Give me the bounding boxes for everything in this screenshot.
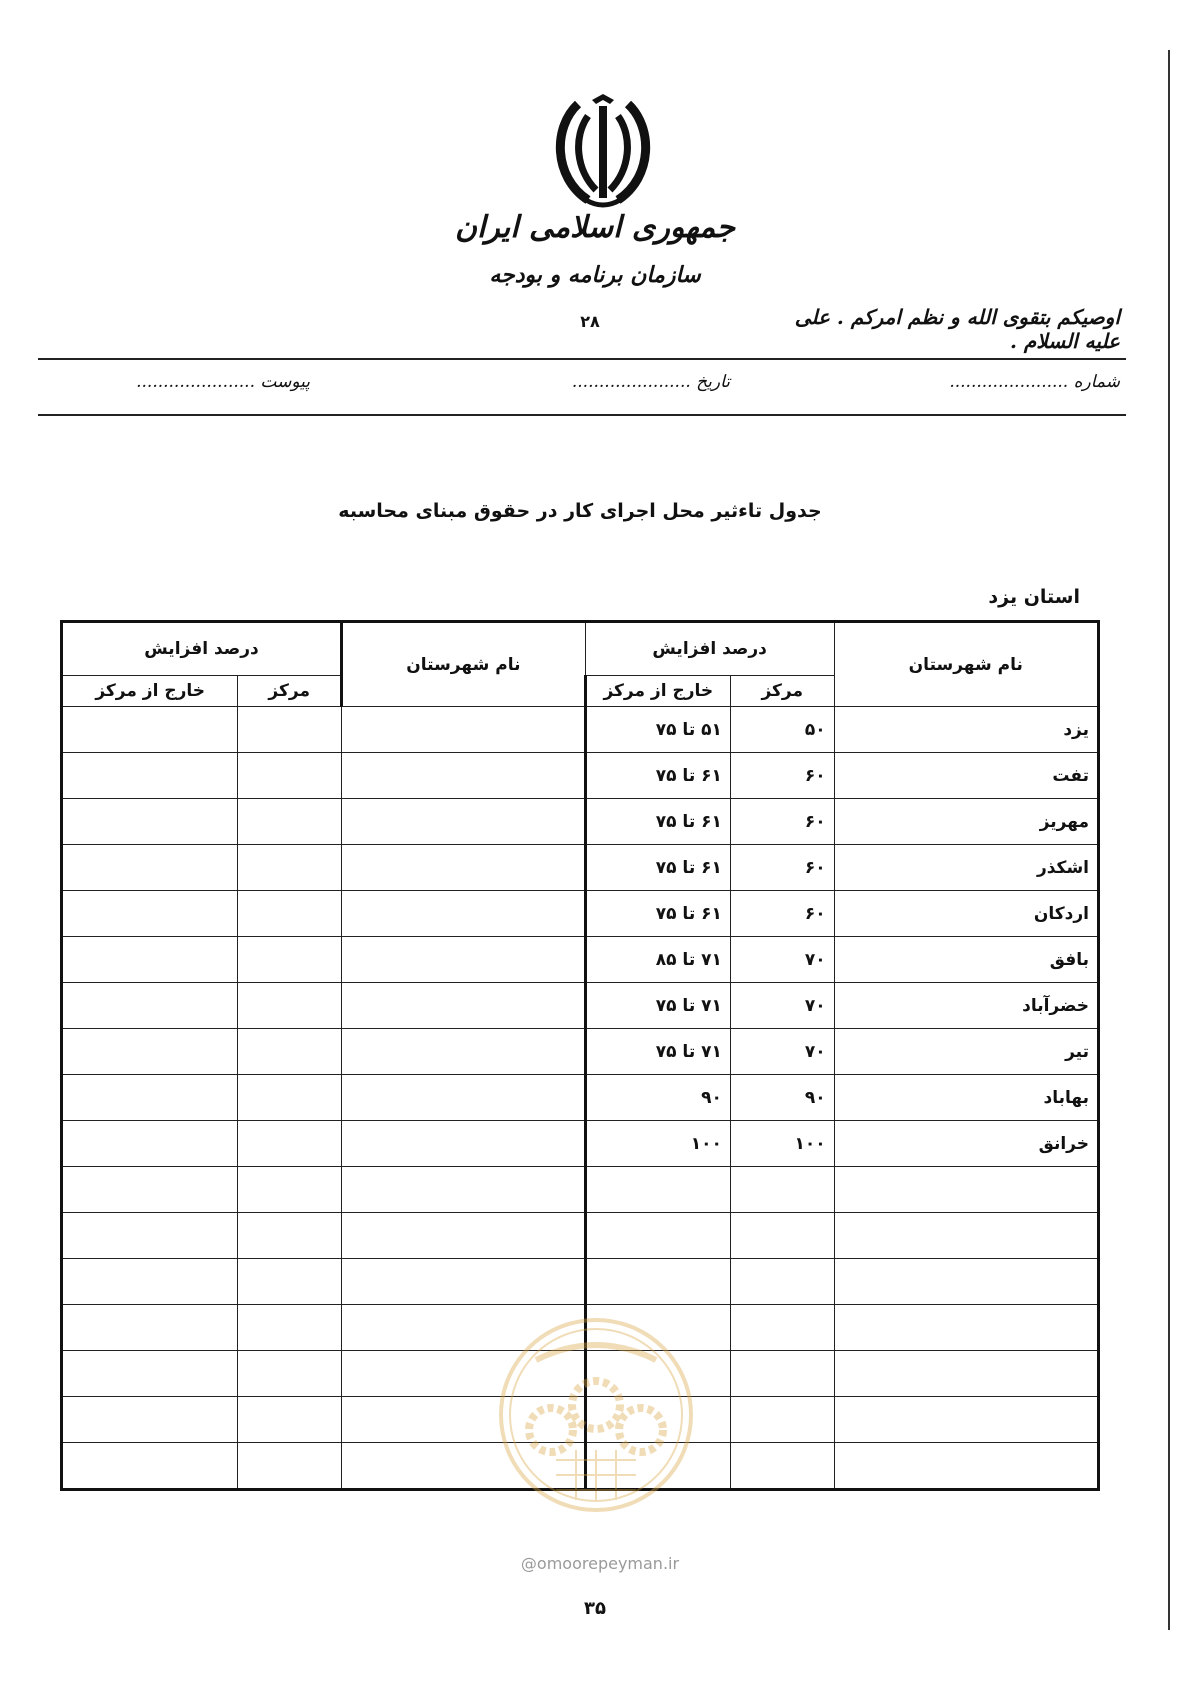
city-cell: [834, 1167, 1098, 1213]
city-cell-2: [342, 1121, 586, 1167]
outside-center-cell-2: [62, 1351, 238, 1397]
table-row: [62, 845, 1099, 891]
center-cell: [730, 1443, 834, 1490]
city-cell-2: [342, 1213, 586, 1259]
city-cell: [834, 1351, 1098, 1397]
increase-header: درصد افزایش: [585, 622, 834, 676]
center-cell-2: [238, 1351, 342, 1397]
outside-center-cell: [585, 1167, 730, 1213]
attachment-dots: ......................: [136, 372, 255, 392]
outside-center-cell-2: [62, 1213, 238, 1259]
outside-center-cell: ۹۰: [585, 1075, 730, 1121]
outside-center-cell: ۶۱ تا ۷۵: [585, 891, 730, 937]
city-cell: یزد: [834, 707, 1098, 753]
table-row: [62, 1259, 1099, 1305]
center-cell-2: [238, 1305, 342, 1351]
header-motto: اوصیکم بتقوی الله و نظم امرکم . علی علیه السلام .: [794, 305, 1120, 353]
outside-center-cell: [585, 1213, 730, 1259]
outside-center-cell: ۷۱ تا ۷۵: [585, 1029, 730, 1075]
iran-emblem-icon: [548, 92, 658, 210]
outside-center-cell-2: [62, 1305, 238, 1351]
table-row: [62, 1213, 1099, 1259]
city-cell: خرانق: [834, 1121, 1098, 1167]
center-cell: ۵۰: [730, 707, 834, 753]
center-cell-2: [238, 1443, 342, 1490]
city-cell-2: [342, 845, 586, 891]
center-cell: [730, 1351, 834, 1397]
city-cell-2: [342, 753, 586, 799]
outside-center-cell-2: [62, 707, 238, 753]
center-cell: ۷۰: [730, 937, 834, 983]
center-cell-2: [238, 1121, 342, 1167]
outside-center-cell: [585, 1259, 730, 1305]
table-row: [62, 1167, 1099, 1213]
city-cell-2: [342, 1167, 586, 1213]
outside-center-cell: ۵۱ تا ۷۵: [585, 707, 730, 753]
city-cell-2: [342, 707, 586, 753]
outside-center-cell-2: [62, 1443, 238, 1490]
page-number: ۳۵: [584, 1598, 606, 1619]
city-cell: بافق: [834, 937, 1098, 983]
center-cell-2: [238, 1397, 342, 1443]
city-cell-2: [342, 937, 586, 983]
attachment-field: [70, 372, 310, 392]
number-label: شماره: [1073, 372, 1120, 392]
city-cell: مهریز: [834, 799, 1098, 845]
center-cell: ۷۰: [730, 1029, 834, 1075]
center-header-2: مرکز: [238, 676, 342, 707]
outside-center-cell-2: [62, 1029, 238, 1075]
center-cell: ۶۰: [730, 845, 834, 891]
table-row: [62, 891, 1099, 937]
table-row: [62, 753, 1099, 799]
city-cell-2: [342, 799, 586, 845]
outside-center-cell-2: [62, 845, 238, 891]
city-cell-2: [342, 1029, 586, 1075]
outside-center-cell-2: [62, 1075, 238, 1121]
city-cell: بهاباد: [834, 1075, 1098, 1121]
outside-center-cell-2: [62, 799, 238, 845]
outside-center-header-2: خارج از مرکز: [62, 676, 238, 707]
city-cell: [834, 1443, 1098, 1490]
number-field: [949, 372, 1120, 392]
city-cell: [834, 1305, 1098, 1351]
center-cell-2: [238, 707, 342, 753]
city-cell: اشکذر: [834, 845, 1098, 891]
city-cell: تفت: [834, 753, 1098, 799]
center-cell-2: [238, 1167, 342, 1213]
center-cell-2: [238, 1213, 342, 1259]
table-row: [62, 707, 1099, 753]
outside-center-cell: ۱۰۰: [585, 1121, 730, 1167]
center-cell: ۹۰: [730, 1075, 834, 1121]
date-field: [470, 372, 730, 392]
header-rule-top: [38, 358, 1126, 360]
center-cell-2: [238, 1075, 342, 1121]
city-cell-2: [342, 983, 586, 1029]
increase-header-2: درصد افزایش: [62, 622, 342, 676]
city-cell-2: [342, 1075, 586, 1121]
watermark-site: @omoorepeyman.ir: [520, 1554, 680, 1573]
center-cell: [730, 1397, 834, 1443]
page-top-number: ۲۸: [580, 312, 600, 331]
table-row: [62, 937, 1099, 983]
outside-center-cell-2: [62, 1397, 238, 1443]
number-dots: ......................: [949, 372, 1069, 392]
city-cell: خضرآباد: [834, 983, 1098, 1029]
document-title: جدول تاءثیر محل اجرای کار در حقوق مبنای محاسبه: [338, 500, 822, 522]
center-cell: [730, 1167, 834, 1213]
city-cell-2: [342, 891, 586, 937]
center-cell-2: [238, 983, 342, 1029]
center-cell-2: [238, 753, 342, 799]
center-cell-2: [238, 1029, 342, 1075]
city-cell: [834, 1213, 1098, 1259]
city-header-2: نام شهرستان: [342, 622, 586, 707]
center-header: مرکز: [730, 676, 834, 707]
outside-center-cell: ۶۱ تا ۷۵: [585, 799, 730, 845]
country-name: جمهوری اسلامی ایران: [454, 210, 736, 245]
outside-center-cell-2: [62, 1259, 238, 1305]
page-edge-line: [1168, 50, 1170, 1630]
center-cell-2: [238, 937, 342, 983]
city-cell: [834, 1397, 1098, 1443]
center-cell-2: [238, 891, 342, 937]
outside-center-cell: ۷۱ تا ۷۵: [585, 983, 730, 1029]
center-cell: [730, 1213, 834, 1259]
center-cell: ۶۰: [730, 891, 834, 937]
outside-center-cell-2: [62, 891, 238, 937]
table-row: [62, 1029, 1099, 1075]
center-cell-2: [238, 1259, 342, 1305]
outside-center-cell-2: [62, 753, 238, 799]
header-rule-bottom: [38, 414, 1126, 416]
city-cell: اردکان: [834, 891, 1098, 937]
center-cell-2: [238, 845, 342, 891]
date-label: تاریخ: [696, 372, 730, 392]
outside-center-cell-2: [62, 1167, 238, 1213]
city-cell: [834, 1259, 1098, 1305]
city-header: نام شهرستان: [834, 622, 1098, 707]
city-cell: تیر: [834, 1029, 1098, 1075]
outside-center-header: خارج از مرکز: [585, 676, 730, 707]
center-cell: ۶۰: [730, 753, 834, 799]
outside-center-cell-2: [62, 937, 238, 983]
organization-name: سازمان برنامه و بودجه: [489, 262, 701, 288]
outside-center-cell: ۷۱ تا ۸۵: [585, 937, 730, 983]
center-cell: ۷۰: [730, 983, 834, 1029]
center-cell: [730, 1259, 834, 1305]
outside-center-cell-2: [62, 983, 238, 1029]
center-cell-2: [238, 799, 342, 845]
table-row: [62, 799, 1099, 845]
outside-center-cell: ۶۱ تا ۷۵: [585, 753, 730, 799]
outside-center-cell-2: [62, 1121, 238, 1167]
center-cell: ۱۰۰: [730, 1121, 834, 1167]
table-row: [62, 1121, 1099, 1167]
attachment-label: پیوست: [260, 372, 310, 392]
center-cell: [730, 1305, 834, 1351]
date-dots: ......................: [571, 372, 691, 392]
table-row: [62, 1075, 1099, 1121]
center-cell: ۶۰: [730, 799, 834, 845]
province-label: استان یزد: [988, 586, 1080, 608]
outside-center-cell: ۶۱ تا ۷۵: [585, 845, 730, 891]
watermark-logo-icon: [496, 1310, 696, 1520]
table-row: [62, 983, 1099, 1029]
city-cell-2: [342, 1259, 586, 1305]
